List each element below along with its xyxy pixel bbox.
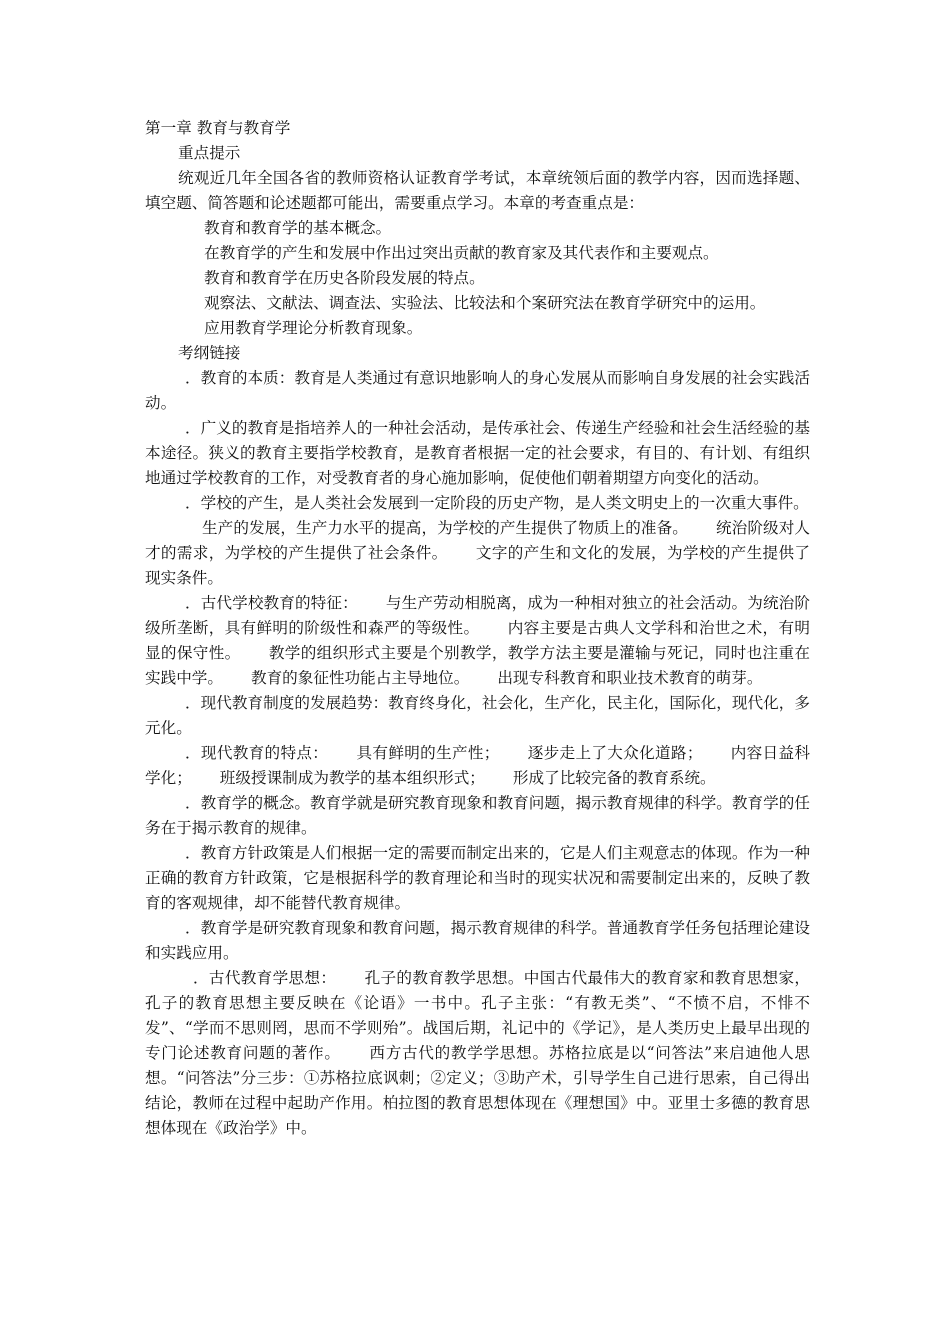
point-head: ．古代学校教育的特征： [185, 594, 358, 612]
outline-point: ．现代教育制度的发展趋势：教育终身化，社会化，生产化，民主化，国际化，现代化，多元化。 [145, 694, 810, 737]
outline-point: ．教育学是研究教育现象和教育问题，揭示教育规律的科学。普通教育学任务包括理论建设和实践应用。 [145, 919, 810, 962]
sub-item: 与生产劳动相脱离，成为一种相对独立的社会活动。为统治阶级所垄断，具有鲜明的阶级性和森严的等级性。 [145, 594, 810, 637]
document-page [145, 116, 810, 1141]
outline-point-ancient-school [145, 591, 810, 691]
objective-item: 在教育学的产生和发展中作出过突出贡献的教育家及其代表作和主要观点。 [204, 244, 719, 262]
outline-point: ．教育学的概念。教育学就是研究教育现象和教育问题，揭示教育规律的科学。教育学的任务在于揭示教育的规律。 [145, 794, 810, 837]
sub-item: 文字的产生和文化的发展，为学校的产生提供了现实条件。 [145, 544, 810, 587]
sub-item: 教育的象征性功能占主导地位。 [250, 669, 470, 687]
point-head: ．现代教育的特点： [185, 744, 329, 762]
sub-item: 内容主要是古典人文学科和治世之术，有明显的保守性。 [145, 619, 810, 662]
point-head: ．古代教育学思想： [193, 969, 337, 987]
section-heading-outline: 考纲链接 [178, 344, 241, 362]
chapter-title: 第一章 教育与教育学 [145, 119, 291, 137]
sub-item: 统治阶级对人才的需求，为学校的产生提供了社会条件。 [145, 519, 810, 562]
objective-item: 观察法、文献法、调查法、实验法、比较法和个案研究法在教育学研究中的运用。 [204, 294, 766, 312]
objective-item: 教育和教育学在历史各阶段发展的特点。 [204, 269, 485, 287]
section-heading-key-points: 重点提示 [178, 144, 241, 162]
outline-point: ．学校的产生，是人类社会发展到一定阶段的历史产物，是人类文明史上的一次重大事件。 [185, 494, 809, 512]
sub-item: 逐步走上了大众化道路； [527, 744, 703, 762]
outline-point: ．教育方针政策是人们根据一定的需要而制定出来的，它是人们主观意志的体现。作为一种正确的教育方针政策，它是根据科学的教育理论和当时的现实状况和需要制定出来的，反映了教育的客观规律，却不能替代教育规律。 [145, 844, 810, 912]
outline-point-ancient-thought [145, 966, 810, 1141]
outline-point-modern-education [145, 741, 810, 791]
sub-item: 孔子的教育教学思想。中国古代最伟大的教育家和教育思想家，孔子的教育思想主要反映在《论语》一书中。孔子主张：“有教无类”、“不愤不启，不悱不发”、“学而不思则罔，思而不学则殆”。战国后期，礼记中的《学记》，是人类历史上最早出现的专门论述教育问题的著作。 [145, 969, 810, 1062]
sub-item: 形成了比较完备的教育系统。 [512, 769, 716, 787]
objective-item: 应用教育学理论分析教育现象。 [204, 319, 423, 337]
sub-item: 内容日益科学化； [145, 744, 810, 787]
sub-item: 西方古代的教学学思想。苏格拉底是以“问答法”来启迪他人思想。“问答法”分三步：①苏格拉底讽刺；②定义；③助产术，引导学生自己进行思索，自己得出结论，教师在过程中起助产作用。柏拉图的教育思想体现在《理想国》中。亚里士多德的教育思想体现在《政治学》中。 [145, 1044, 810, 1137]
sub-item: 出现专科教育和职业技术教育的萌芽。 [497, 669, 763, 687]
sub-item: 具有鲜明的生产性； [356, 744, 500, 762]
intro-paragraph: 统观近几年全国各省的教师资格认证教育学考试，本章统领后面的教学内容，因而选择题、填空题、简答题和论述题都可能出，需要重点学习。本章的考查重点是： [145, 169, 810, 212]
outline-point: ．广义的教育是指培养人的一种社会活动，是传承社会、传递生产经验和社会生活经验的基本途径。狭义的教育主要指学校教育，是教育者根据一定的社会要求，有目的、有计划、有组织地通过学校教育的工作，对受教育者的身心施加影响，促使他们朝着期望方向变化的活动。 [145, 419, 810, 487]
outline-point: ．教育的本质：教育是人类通过有意识地影响人的身心发展从而影响自身发展的社会实践活动。 [145, 369, 810, 412]
objective-item: 教育和教育学的基本概念。 [204, 219, 392, 237]
sub-item: 班级授课制成为教学的基本组织形式； [219, 769, 485, 787]
sub-item: 教学的组织形式主要是个别教学，教学方法主要是灌输与死记，同时也注重在实践中学。 [145, 644, 810, 687]
outline-point-school-origin [145, 516, 810, 591]
sub-item: 生产的发展，生产力水平的提高，为学校的产生提供了物质上的准备。 [202, 519, 688, 537]
